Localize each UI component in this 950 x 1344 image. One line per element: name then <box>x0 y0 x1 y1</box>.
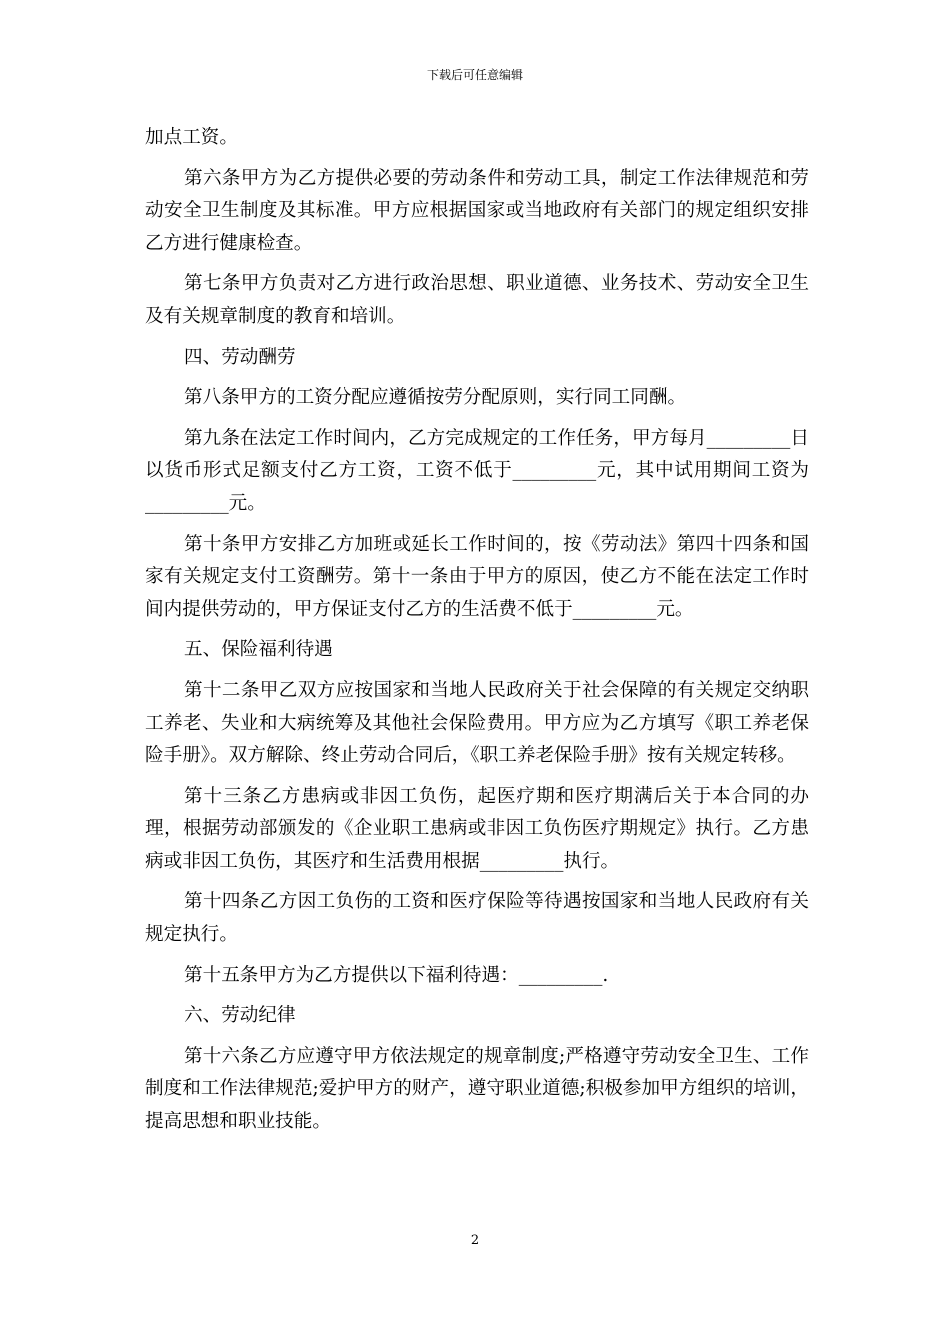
page-header: 下载后可任意编辑 <box>426 68 523 82</box>
paragraph: 第八条甲方的工资分配应遵循按劳分配原则，实行同工同酬。 <box>184 387 687 409</box>
paragraph: 第九条在法定工作时间内，乙方完成规定的工作任务，甲方每月_________日以货币形式足额支付乙方工资，工资不低于_________元，其中试用期间工资为_________元。 <box>145 427 809 514</box>
paragraph: 第十二条甲乙双方应按国家和当地人民政府关于社会保障的有关规定交纳职工养老、失业和大病统筹及其他社会保险费用。甲方应为乙方填写《职工养老保险手册》。双方解除、终止劳动合同后，《职工养老保险手册》按有关规定转移。 <box>145 679 809 767</box>
paragraph: 第六条甲方为乙方提供必要的劳动条件和劳动工具，制定工作法律规范和劳动安全卫生制度及其标准。甲方应根据国家或当地政府有关部门的规定组织安排乙方进行健康检查。 <box>145 167 809 254</box>
section-heading: 六、劳动纪律 <box>184 1005 296 1027</box>
paragraph: 第十五条甲方为乙方提供以下福利待遇：_________. <box>184 964 609 986</box>
paragraph: 第十条甲方安排乙方加班或延长工作时间的，按《劳动法》第四十四条和国家有关规定支付工资酬劳。第十一条由于甲方的原因，使乙方不能在法定工作时间内提供劳动的，甲方保证支付乙方的生活费不低于_________元。 <box>145 533 809 620</box>
paragraph: 加点工资。 <box>145 127 238 148</box>
section-heading: 四、劳动酬劳 <box>184 346 296 368</box>
paragraph: 第十六条乙方应遵守甲方依法规定的规章制度;严格遵守劳动安全卫生、工作制度和工作法律规范;爱护甲方的财产，遵守职业道德;积极参加甲方组织的培训，提高思想和职业技能。 <box>145 1045 809 1133</box>
section-heading: 五、保险福利待遇 <box>184 639 333 661</box>
paragraph: 第十三条乙方患病或非因工负伤，起医疗期和医疗期满后关于本合同的办理，根据劳动部颁发的《企业职工患病或非因工负伤医疗期规定》执行。乙方患病或非因工负伤，其医疗和生活费用根据_________执行。 <box>145 785 809 872</box>
paragraph: 第十四条乙方因工负伤的工资和医疗保险等待遇按国家和当地人民政府有关规定执行。 <box>145 891 809 946</box>
page-number: 2 <box>470 1233 480 1248</box>
paragraph: 第七条甲方负责对乙方进行政治思想、职业道德、业务技术、劳动安全卫生及有关规章制度的教育和培训。 <box>145 273 809 327</box>
document-body <box>145 122 809 1147</box>
